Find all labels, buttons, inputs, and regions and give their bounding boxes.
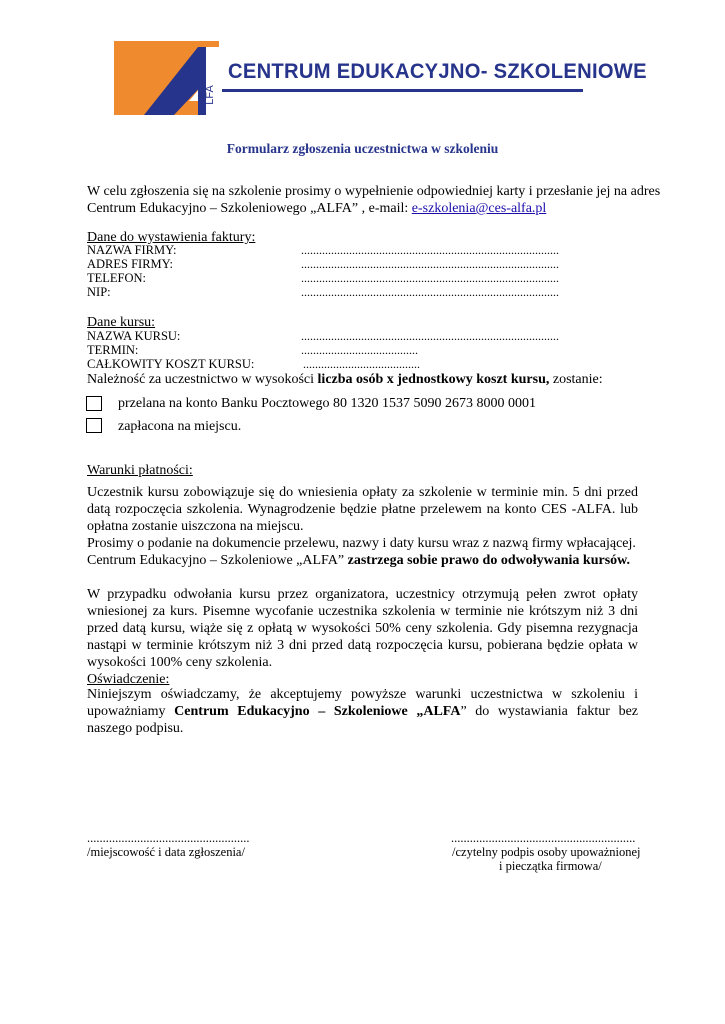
declaration-text [87, 686, 638, 737]
invoice-field-company-name [87, 243, 607, 257]
course-heading: Dane kursu: [87, 315, 156, 330]
email-link[interactable]: e-szkolenia@ces-alfa.pl [411, 201, 547, 216]
intro-line-2 [87, 200, 647, 217]
field-label: NAZWA FIRMY: [87, 243, 177, 257]
course-field-total-cost [87, 357, 607, 371]
checkbox-pay-on-site[interactable] [86, 418, 102, 433]
option-bank-transfer-label: przelana na konto Banku Pocztowego 80 1320 1537 5090 2673 8000 0001 [118, 396, 536, 411]
header-rule [222, 89, 583, 92]
course-fields [87, 329, 607, 371]
conditions-paragraph-1: Uczestnik kursu zobowiązuje się do wniesienia opłaty za szkolenie w terminie min. 5 dni przed datą rozpoczęcia szkolenia. Wynagrodzenie będzie płatne przelewem na konto CES -ALFA. lub opłatna zostanie uiszczona na miejscu. [87, 485, 638, 534]
declaration-bold: Centrum Edukacyjno – Szkoleniowe „ALFA [174, 704, 461, 719]
signature-right-label-2: i pieczątka firmowa/ [499, 859, 602, 873]
fee-prefix: Należność za uczestnictwo w wysokości [87, 372, 318, 387]
signature-left-dots[interactable]: .................................................... [87, 831, 250, 845]
field-label: CAŁKOWITY KOSZT KURSU: [87, 357, 255, 371]
fee-suffix: zostanie: [549, 372, 603, 387]
signature-right-dots[interactable]: ........................................................... [451, 831, 636, 845]
intro-line-1: W celu zgłoszenia się na szkolenie prosimy o wypełnienie odpowiedniej karty i przesłanie jej na adres [87, 184, 661, 199]
field-blank-company-address[interactable]: ...................................................................................... [301, 257, 559, 271]
field-blank-nip[interactable]: ...................................................................................... [301, 285, 559, 299]
signature-left-label: /miejscowość i data zgłoszenia/ [87, 845, 245, 859]
field-blank-total-cost[interactable]: ....................................... [303, 357, 420, 371]
company-logo [114, 41, 219, 115]
fee-sentence [87, 371, 603, 388]
field-blank-phone[interactable]: ...................................................................................... [301, 271, 559, 285]
option-pay-on-site-label: zapłacona na miejscu. [118, 419, 242, 434]
invoice-heading: Dane do wystawienia faktury: [87, 230, 256, 245]
conditions-p3-text: Centrum Edukacyjno – Szkoleniowe „ALFA” [87, 553, 348, 568]
intro-line-2-text: Centrum Edukacyjno – Szkoleniowego „ALFA” , e-mail: [87, 201, 412, 216]
logo-vertical-letters [201, 77, 219, 113]
intro-paragraph [87, 183, 661, 217]
conditions-heading: Warunki płatności: [87, 463, 193, 478]
invoice-field-nip [87, 285, 607, 299]
declaration-heading: Oświadczenie: [87, 672, 170, 687]
signature-right-label-1: /czytelny podpis osoby upoważnionej [452, 845, 641, 859]
conditions-paragraph-2: Prosimy o podanie na dokumencie przelewu, nazwy i daty kursu wraz z nazwą firmy wpłacającej. [87, 536, 636, 551]
declaration-suffix: ” do wystawiania faktur bez naszego podpisu. [87, 704, 638, 736]
logo-letters-text: LFA [204, 85, 217, 105]
field-label: TELEFON: [87, 271, 147, 285]
course-field-name [87, 329, 607, 343]
field-blank-course-date[interactable]: ....................................... [301, 343, 418, 357]
field-label: NAZWA KURSU: [87, 329, 181, 343]
declaration-prefix: Niniejszym oświadczamy, że akceptujemy powyższe warunki uczestnictwa w szkoleniu i upoważniamy [87, 687, 638, 719]
conditions-paragraph-3 [87, 552, 638, 569]
invoice-fields [87, 243, 607, 299]
invoice-field-company-address [87, 257, 607, 271]
course-field-date [87, 343, 607, 357]
fee-bold: liczba osób x jednostkowy koszt kursu, [317, 372, 550, 387]
conditions-paragraph-4: W przypadku odwołania kursu przez organizatora, uczestnicy otrzymują pełen zwrot opłaty wniesionej za kurs. Pisemne wycofanie uczestnika szkolenia w terminie nie krótszym niż 3 dni przed datą kursu, wiąże się z opłatą w wysokości 50% ceny szkolenia. Gdy pisemna rezygnacja nastąpi w terminie krótszym niż 3 dni przed datą rozpoczęcia kursu, pobierana będzie opłata w wysokości 100% ceny szkolenia. [87, 587, 638, 670]
invoice-field-phone [87, 271, 607, 285]
conditions-p3-bold: zastrzega sobie prawo do odwoływania kursów. [347, 553, 630, 568]
field-blank-course-name[interactable]: ...................................................................................... [301, 329, 559, 343]
field-blank-company-name[interactable]: ...................................................................................... [301, 243, 559, 257]
form-title: Formularz zgłoszenia uczestnictwa w szkoleniu [226, 141, 499, 156]
header-title: CENTRUM EDUKACYJNO- SZKOLENIOWE [228, 60, 647, 83]
field-label: ADRES FIRMY: [87, 257, 174, 271]
checkbox-bank-transfer[interactable] [86, 396, 102, 411]
conditions-body [87, 484, 638, 671]
field-label: TERMIN: [87, 343, 139, 357]
field-label: NIP: [87, 285, 111, 299]
